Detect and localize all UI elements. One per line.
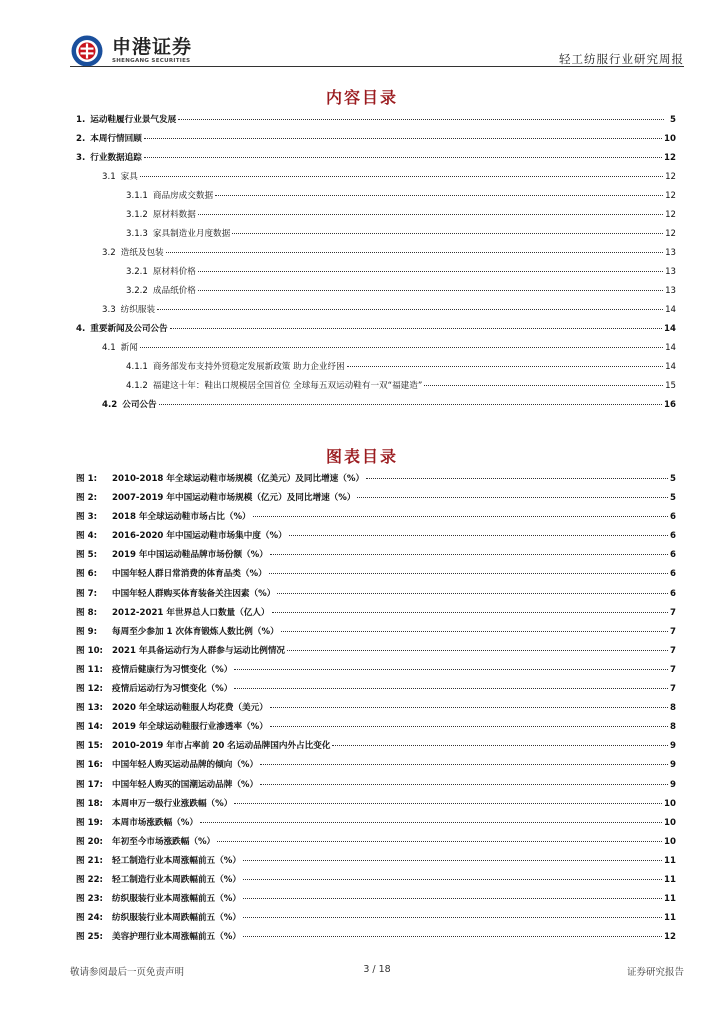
leader-dots (260, 783, 668, 785)
toc-entry-number: 3. (76, 153, 86, 163)
report-type: 轻工纺服行业研究周报 (559, 52, 684, 66)
figure-entry[interactable] (76, 797, 676, 816)
toc-entry[interactable] (76, 189, 676, 208)
leader-dots (234, 668, 668, 670)
figure-text: 中国年轻人购买的国潮运动品牌（%） (112, 779, 259, 790)
leader-dots (198, 270, 663, 272)
figure-page: 6 (670, 531, 676, 542)
toc-entry[interactable] (76, 227, 676, 246)
figure-label: 图 5: (76, 550, 98, 561)
figure-page: 10 (664, 817, 676, 828)
figure-page: 9 (670, 760, 676, 771)
report-label: 证券研究报告 (626, 967, 684, 978)
leader-dots (366, 477, 668, 479)
figure-page: 7 (670, 684, 676, 695)
leader-dots (178, 118, 664, 120)
toc-entry-page: 14 (665, 362, 676, 372)
figure-list (76, 472, 676, 949)
toc-entry[interactable] (76, 246, 676, 265)
toc-entry[interactable] (76, 170, 676, 189)
figure-text: 轻工制造行业本周涨幅前五（%） (112, 855, 241, 866)
figure-text: 本周申万一级行业涨跌幅（%） (112, 798, 233, 809)
leader-dots (159, 403, 662, 405)
toc-entry-page: 15 (665, 381, 676, 391)
toc-entry-page: 12 (665, 210, 676, 220)
figure-text: 纺织服装行业本周涨幅前五（%） (112, 894, 241, 905)
toc-entry-text: 公司公告 (122, 400, 157, 410)
figure-text: 2016-2020 年中国运动鞋市场集中度（%） (112, 531, 287, 542)
toc-entry[interactable] (76, 113, 676, 132)
figure-text: 每周至少参加 1 次体育锻炼人数比例（%） (112, 626, 279, 637)
figure-text: 中国年轻人群购买体育装备关注因素（%） (112, 588, 276, 599)
logo-mark-icon (70, 34, 104, 68)
figure-label: 图 20: (76, 836, 103, 847)
leader-dots (289, 534, 668, 536)
figure-page: 9 (670, 741, 676, 752)
figure-page: 7 (670, 645, 676, 656)
figure-entry[interactable] (76, 873, 676, 892)
figure-entry[interactable] (76, 510, 676, 529)
toc-entry[interactable] (76, 284, 676, 303)
figure-text: 年初至今市场涨跌幅（%） (112, 836, 216, 847)
toc-entry[interactable] (76, 341, 676, 360)
figure-entry[interactable] (76, 758, 676, 777)
leader-dots (144, 137, 662, 139)
figure-entry[interactable] (76, 587, 676, 606)
figure-text: 2012-2021 年世界总人口数量（亿人） (112, 607, 270, 618)
leader-dots (157, 308, 663, 310)
toc-entry-number: 3.3 (102, 305, 116, 315)
toc-entry-page: 13 (665, 267, 676, 277)
leader-dots (140, 346, 663, 348)
toc-entry-page: 13 (665, 248, 676, 258)
figure-page: 6 (670, 550, 676, 561)
figure-entry[interactable] (76, 778, 676, 797)
toc-entry-number: 2. (76, 134, 86, 144)
toc-entry-text: 新闻 (120, 343, 138, 353)
toc-entry-text: 家具制造业月度数据 (152, 229, 231, 239)
figure-page: 6 (670, 588, 676, 599)
figure-text: 2007-2019 年中国运动鞋市场规模（亿元）及同比增速（%） (112, 493, 356, 504)
figure-entry[interactable] (76, 606, 676, 625)
figure-text: 2019 年全球运动鞋服行业渗透率（%） (112, 722, 268, 733)
figure-text: 疫情后健康行为习惯变化（%） (112, 664, 233, 675)
page-header (70, 30, 684, 70)
figure-label: 图 14: (76, 722, 103, 733)
figure-entry[interactable] (76, 529, 676, 548)
toc-entry-page: 12 (665, 172, 676, 182)
header-divider (70, 66, 684, 67)
leader-dots (424, 384, 663, 386)
toc-entry-page: 14 (664, 324, 676, 334)
leader-dots (347, 365, 663, 367)
logo-name-en: SHENGANG SECURITIES (112, 58, 191, 64)
figure-entry[interactable] (76, 930, 676, 949)
leader-dots (243, 859, 662, 861)
figure-page: 10 (664, 836, 676, 847)
figure-label: 图 10: (76, 645, 103, 656)
toc-entry-number: 3.2.2 (126, 286, 148, 296)
toc-entry-text: 家具 (120, 172, 138, 182)
figure-page: 9 (670, 779, 676, 790)
toc-entry-number: 3.1.3 (126, 229, 148, 239)
company-logo (70, 34, 192, 68)
figure-label: 图 23: (76, 894, 103, 905)
toc-entry[interactable] (76, 303, 676, 322)
figure-label: 图 15: (76, 741, 103, 752)
toc-entry-number: 3.1 (102, 172, 116, 182)
leader-dots (260, 763, 668, 765)
figure-label: 图 21: (76, 855, 103, 866)
leader-dots (277, 592, 668, 594)
toc-entry-number: 3.1.2 (126, 210, 148, 220)
leader-dots (357, 496, 668, 498)
toc-entry-page: 13 (665, 286, 676, 296)
leader-dots (270, 553, 668, 555)
toc-entry-text: 运动鞋履行业景气发展 (90, 115, 177, 125)
figure-label: 图 22: (76, 874, 103, 885)
toc-entry-number: 1. (76, 115, 86, 125)
figure-entry[interactable] (76, 491, 676, 510)
figure-text: 本周市场涨跌幅（%） (112, 817, 198, 828)
leader-dots (234, 802, 662, 804)
toc-entry-text: 商品房成交数据 (152, 191, 214, 201)
figure-entry[interactable] (76, 548, 676, 567)
figure-label: 图 13: (76, 703, 103, 714)
figure-entry[interactable] (76, 644, 676, 663)
toc-entry-text: 原材料数据 (152, 210, 196, 220)
figure-page: 6 (670, 569, 676, 580)
figure-entry[interactable] (76, 911, 676, 930)
leader-dots (269, 572, 668, 574)
figure-label: 图 18: (76, 798, 103, 809)
figure-text: 2010-2018 年全球运动鞋市场规模（亿美元）及同比增速（%） (112, 474, 365, 484)
leader-dots (234, 687, 668, 689)
leader-dots (217, 840, 662, 842)
toc-entry-number: 3.1.1 (126, 191, 148, 201)
toc-entry-page: 14 (665, 305, 676, 315)
leader-dots (200, 821, 662, 823)
figure-page: 11 (664, 913, 676, 924)
figure-page: 11 (664, 855, 676, 866)
leader-dots (270, 706, 668, 708)
leader-dots (281, 630, 668, 632)
figure-label: 图 24: (76, 913, 103, 924)
figure-label: 图 7: (76, 588, 98, 599)
leader-dots (144, 156, 662, 158)
figure-text: 2021 年具备运动行为人群参与运动比例情况 (112, 645, 286, 656)
figure-entry[interactable] (76, 720, 676, 739)
toc-entry-number: 4.2 (102, 400, 118, 410)
figure-entry[interactable] (76, 854, 676, 873)
figure-text: 纺织服装行业本周跌幅前五（%） (112, 913, 241, 924)
figure-label: 图 2: (76, 493, 98, 504)
toc-entry-text: 重要新闻及公司公告 (90, 324, 168, 334)
toc-entry-text: 原材料价格 (152, 267, 196, 277)
figure-label: 图 6: (76, 569, 98, 580)
disclaimer-note: 敬请参阅最后一页免责声明 (70, 967, 185, 978)
toc-entry[interactable] (76, 208, 676, 227)
toc-entry[interactable] (76, 132, 676, 151)
figure-label: 图 17: (76, 779, 103, 790)
figure-entry[interactable] (76, 472, 676, 491)
figure-label: 图 9: (76, 626, 98, 637)
figure-entry[interactable] (76, 835, 676, 854)
leader-dots (243, 878, 662, 880)
page-number: 3 / 18 (363, 964, 391, 975)
toc-entry-page: 12 (664, 153, 676, 163)
figure-label: 图 19: (76, 817, 103, 828)
figure-text: 2010-2019 年市占率前 20 名运动品牌国内外占比变化 (112, 741, 331, 752)
toc-entry-text: 行业数据追踪 (90, 153, 142, 163)
logo-name-cn: 申港证券 (112, 36, 193, 58)
figure-page: 7 (670, 664, 676, 675)
figure-entry[interactable] (76, 701, 676, 720)
figure-text: 中国年轻人群日常消费的体育品类（%） (112, 569, 267, 580)
leader-dots (198, 213, 663, 215)
figure-page: 6 (670, 512, 676, 523)
toc-entry-text: 造纸及包装 (120, 248, 164, 258)
toc-entry-number: 3.2 (102, 248, 116, 258)
figure-page: 11 (664, 894, 676, 905)
leader-dots (270, 725, 668, 727)
figure-label: 图 4: (76, 531, 98, 542)
figure-label: 图 11: (76, 664, 103, 675)
figure-entry[interactable] (76, 739, 676, 758)
toc-entry-number: 4.1 (102, 343, 116, 353)
figure-label: 图 25: (76, 932, 103, 943)
toc-entry-number: 4. (76, 324, 86, 334)
leader-dots (243, 897, 662, 899)
figure-label: 图 3: (76, 512, 98, 523)
leader-dots (243, 916, 662, 918)
toc-entry-page: 5 (670, 115, 676, 125)
toc-entry-text: 纺织服装 (120, 305, 156, 315)
leader-dots (332, 744, 668, 746)
toc-entry-text: 成品纸价格 (152, 286, 196, 296)
figure-page: 12 (664, 932, 676, 943)
figure-text: 轻工制造行业本周跌幅前五（%） (112, 874, 241, 885)
leader-dots (170, 327, 662, 329)
figure-entry[interactable] (76, 816, 676, 835)
figure-text: 2020 年全球运动鞋服人均花费（美元） (112, 703, 268, 714)
toc-entry-page: 14 (665, 343, 676, 353)
figure-page: 5 (670, 474, 676, 484)
toc-entry[interactable] (76, 322, 676, 341)
figure-entry[interactable] (76, 682, 676, 701)
figure-text: 疫情后运动行为习惯变化（%） (112, 684, 233, 695)
figure-label: 图 1: (76, 474, 98, 484)
toc-entry-number: 4.1.2 (126, 381, 148, 391)
leader-dots (287, 649, 668, 651)
toc-entry-text: 商务部发布支持外贸稳定发展新政策 助力企业纾困 (152, 362, 345, 372)
figure-page: 7 (670, 607, 676, 618)
leader-dots (272, 611, 668, 613)
toc-title: 内容目录 (325, 88, 398, 107)
toc-entry-page: 12 (665, 191, 676, 201)
toc-entry-number: 4.1.1 (126, 362, 148, 372)
figure-entry[interactable] (76, 663, 676, 682)
toc-list (76, 113, 676, 417)
figure-page: 8 (670, 703, 676, 714)
toc-entry[interactable] (76, 360, 676, 379)
figure-page: 11 (664, 874, 676, 885)
figure-label: 图 12: (76, 684, 103, 695)
leader-dots (198, 289, 663, 291)
toc-entry-number: 3.2.1 (126, 267, 148, 277)
figure-page: 8 (670, 722, 676, 733)
figure-text: 美容护理行业本周涨幅前五（%） (112, 932, 241, 943)
leader-dots (166, 251, 663, 253)
leader-dots (243, 935, 662, 937)
toc-entry-text: 福建这十年：鞋出口规模居全国首位 全球每五双运动鞋有一双“福建造” (152, 381, 423, 391)
leader-dots (232, 232, 663, 234)
figure-label: 图 8: (76, 607, 98, 618)
figure-page: 5 (670, 493, 676, 504)
figure-entry[interactable] (76, 625, 676, 644)
toc-entry[interactable] (76, 379, 676, 398)
figure-entry[interactable] (76, 892, 676, 911)
figure-list-title: 图表目录 (325, 447, 398, 466)
toc-entry[interactable] (76, 151, 676, 170)
figure-page: 7 (670, 626, 676, 637)
figure-page: 10 (664, 798, 676, 809)
leader-dots (215, 194, 663, 196)
toc-entry[interactable] (76, 265, 676, 284)
leader-dots (253, 515, 668, 517)
figure-label: 图 16: (76, 760, 103, 771)
leader-dots (140, 175, 663, 177)
figure-text: 2019 年中国运动鞋品牌市场份额（%） (112, 550, 268, 561)
toc-entry-page: 12 (665, 229, 676, 239)
toc-entry-text: 本周行情回顾 (90, 134, 142, 144)
toc-entry[interactable] (76, 398, 676, 417)
toc-entry-page: 10 (664, 134, 676, 144)
figure-text: 中国年轻人购买运动品牌的倾向（%） (112, 760, 259, 771)
figure-text: 2018 年全球运动鞋市场占比（%） (112, 512, 251, 523)
toc-entry-page: 16 (664, 400, 676, 410)
figure-entry[interactable] (76, 567, 676, 586)
